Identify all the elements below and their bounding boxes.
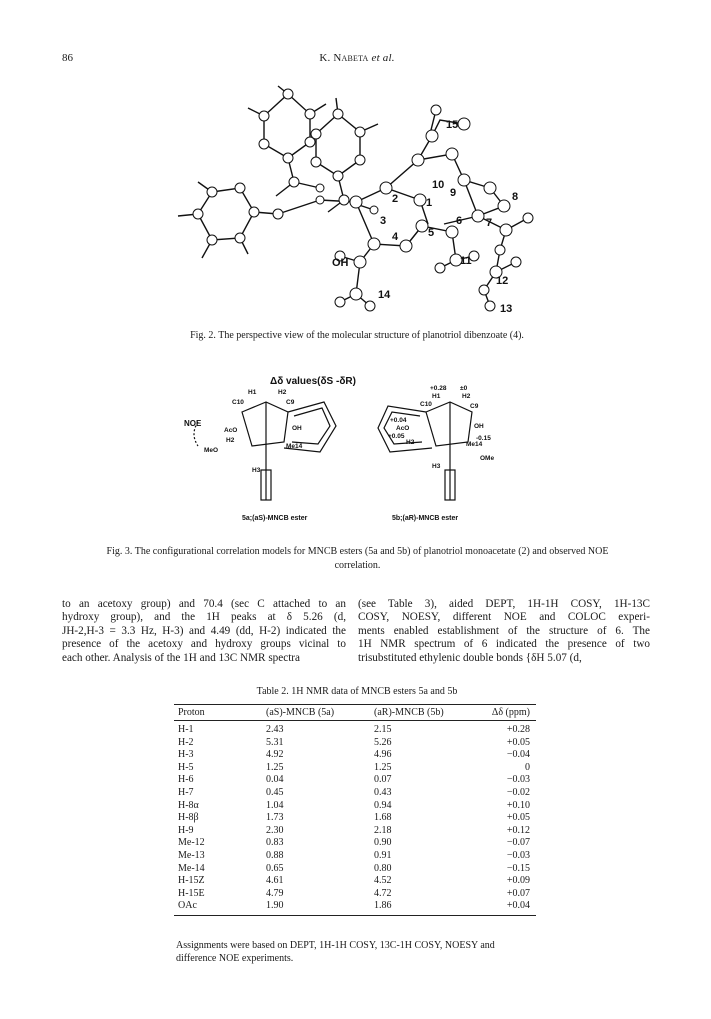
left-h2: H2 — [226, 437, 235, 444]
cell-5a: 5.31 — [266, 736, 284, 748]
cell-5a: 0.45 — [266, 786, 284, 798]
table-row — [174, 787, 536, 800]
right-aco: AcO — [396, 425, 410, 432]
cell-5a: 2.43 — [266, 724, 284, 735]
cell-proton: OAc — [174, 900, 262, 915]
atom-label-5: 5 — [428, 227, 435, 239]
left-h1: H1 — [248, 389, 257, 396]
cell-5b: 4.52 — [374, 875, 392, 887]
left-model-name: 5a;(aS)-MNCB ester — [242, 515, 308, 522]
cell-5a: 2.30 — [266, 824, 284, 836]
body-right-line: COSY, NOESY, different NOE and COLOC experi- — [358, 611, 650, 624]
table-row — [174, 762, 536, 775]
cell-proton: H-8α — [178, 799, 199, 811]
cell-delta: +0.09 — [506, 875, 530, 887]
atom-circles — [193, 89, 533, 311]
cell-delta: +0.07 — [506, 887, 530, 899]
table-2-footnote-line2: difference NOE experiments. — [176, 953, 294, 964]
running-title — [62, 52, 652, 64]
atom-label-oh: OH — [332, 257, 349, 269]
cell-delta: +0.05 — [506, 812, 530, 824]
right-delta-h1: +0.28 — [430, 385, 447, 392]
table-row — [174, 875, 536, 888]
table-row — [174, 737, 536, 750]
cell-delta: −0.15 — [506, 862, 530, 874]
cell-5b: 1.25 — [374, 761, 392, 773]
table-row — [174, 900, 536, 915]
atom-label-14: 14 — [378, 289, 391, 301]
cell-5a: 0.65 — [266, 862, 284, 874]
body-left-line: JH-2,H-3 = 3.3 Hz, H-3) and 4.49 (dd, H-2) indicated the — [62, 624, 346, 637]
col-header-5b: (aR)-MNCB (5b) — [370, 705, 478, 721]
right-me14: Me14 — [466, 441, 483, 448]
cell-5b: 1.86 — [370, 900, 478, 915]
fig3-header: Δδ values(δS -δR) — [270, 376, 356, 387]
cell-proton: H-3 — [178, 749, 194, 761]
cell-proton: H-8β — [178, 812, 199, 824]
cell-5b: 4.72 — [374, 887, 392, 899]
atom-label-12: 12 — [496, 275, 509, 287]
cell-delta: +0.10 — [506, 799, 530, 811]
cell-delta: −0.03 — [506, 849, 530, 861]
table-row — [174, 850, 536, 863]
left-h2-top: H2 — [278, 389, 287, 396]
body-right-line: 1H NMR spectrum of 6 indicated the presence of two — [358, 638, 650, 651]
body-right-line: (see Table 3), aided DEPT, 1H-1H COSY, 1H-13C — [358, 598, 650, 610]
cell-delta: −0.03 — [506, 774, 530, 786]
col-header-proton: Proton — [174, 705, 262, 721]
atom-label-8: 8 — [512, 191, 519, 203]
atom-label-7: 7 — [486, 217, 493, 229]
body-text-right-column — [358, 598, 650, 665]
left-oh: OH — [292, 425, 302, 432]
atom-label-10: 10 — [432, 179, 445, 191]
cell-proton: H-5 — [178, 761, 194, 773]
right-h2: H2 — [406, 439, 415, 446]
figure-3-caption-line2: correlation. — [334, 560, 381, 571]
left-c10: C10 — [232, 399, 244, 406]
cell-5b: 2.15 — [374, 724, 392, 735]
left-me14: Me14 — [286, 443, 303, 450]
right-h2-top: H2 — [462, 393, 471, 400]
table-row — [174, 825, 536, 838]
cell-5b: 2.18 — [374, 824, 392, 836]
figure-2-molecular-structure — [160, 84, 560, 312]
atom-label-11: 11 — [460, 255, 472, 267]
cell-5a: 4.61 — [266, 875, 284, 887]
atom-label-13: 13 — [500, 303, 513, 312]
cell-5b: 0.90 — [374, 837, 392, 849]
cell-5a: 1.25 — [266, 761, 284, 773]
cell-proton: H-15Z — [178, 875, 205, 887]
cell-delta: +0.05 — [506, 736, 530, 748]
col-header-5a: (aS)-MNCB (5a) — [262, 705, 370, 721]
cell-5a: 1.04 — [266, 799, 284, 811]
cell-5b: 4.96 — [374, 749, 392, 761]
cell-delta: −0.04 — [506, 749, 530, 761]
cell-delta: +0.12 — [506, 824, 530, 836]
cell-5b: 0.80 — [374, 862, 392, 874]
cell-proton: H-6 — [178, 774, 194, 786]
cell-proton: H-2 — [178, 736, 194, 748]
body-text-left-column — [62, 598, 346, 665]
table-2-footnote-line1: Assignments were based on DEPT, 1H-1H COSY, 13C-1H COSY, NOESY and — [176, 940, 495, 951]
cell-delta: +0.28 — [506, 724, 530, 735]
atom-label-1: 1 — [426, 197, 433, 209]
cell-5a: 4.92 — [266, 749, 284, 761]
table-row — [174, 837, 536, 850]
cell-delta: 0 — [525, 761, 530, 773]
atom-label-15: 15 — [446, 119, 459, 131]
left-h3: H3 — [252, 467, 261, 474]
body-left-line: presence of the acetoxy and hydroxy groups vicinal to — [62, 638, 346, 651]
cell-5b: 1.68 — [374, 812, 392, 824]
body-left-line: to an acetoxy group) and 70.4 (sec C attached to an — [62, 598, 346, 610]
figure-3-correlation-models — [170, 372, 550, 532]
cell-proton: H-9 — [178, 824, 194, 836]
atom-label-2: 2 — [392, 193, 399, 205]
right-c9: C9 — [470, 403, 479, 410]
cell-5b: 0.94 — [374, 799, 392, 811]
cell-proton: Me-13 — [178, 849, 205, 861]
cell-5a: 0.88 — [266, 849, 284, 861]
right-h1: H1 — [432, 393, 441, 400]
cell-5a: 1.90 — [262, 900, 370, 915]
figure-3-caption-line1: Fig. 3. The configurational correlation models for MNCB esters (5a and 5b) of planotriol monoacetate (2) and observed NOE — [106, 546, 609, 557]
cell-5a: 1.73 — [266, 812, 284, 824]
right-h3: H3 — [432, 463, 441, 470]
right-model-name: 5b;(aR)-MNCB ester — [392, 515, 459, 522]
bond-lines — [178, 86, 528, 306]
table-row — [174, 774, 536, 787]
fig3-noe-label: NOE — [184, 419, 202, 428]
right-delta-aco: +0.04 — [390, 417, 407, 424]
left-c9: C9 — [286, 399, 295, 406]
cell-delta: −0.02 — [506, 786, 530, 798]
right-oh: OH — [474, 423, 484, 430]
right-delta-h2: ±0 — [460, 385, 468, 392]
cell-proton: H-1 — [178, 724, 194, 735]
cell-5a: 4.79 — [266, 887, 284, 899]
cell-5a: 0.04 — [266, 774, 284, 786]
cell-5a: 0.83 — [266, 837, 284, 849]
table-row — [174, 800, 536, 813]
table-row — [174, 749, 536, 762]
cell-5b: 0.07 — [374, 774, 392, 786]
left-meo: MeO — [204, 447, 219, 454]
cell-proton: H-7 — [178, 786, 194, 798]
page-number: 86 — [62, 52, 73, 64]
right-c10: C10 — [420, 401, 432, 408]
cell-delta: −0.07 — [506, 837, 530, 849]
right-delta-me14: -0.15 — [476, 435, 491, 442]
left-aco: AcO — [224, 427, 238, 434]
author-etal: et al. — [371, 52, 395, 64]
right-ome: OMe — [480, 455, 495, 462]
figure-2-caption: Fig. 2. The perspective view of the molecular structure of planotriol dibenzoate (4). — [190, 330, 524, 341]
atom-label-3: 3 — [380, 215, 387, 227]
table-row — [174, 812, 536, 825]
cell-proton: H-15E — [178, 887, 205, 899]
cell-5b: 0.43 — [374, 786, 392, 798]
cell-delta: +0.04 — [478, 900, 536, 915]
cell-proton: Me-12 — [178, 837, 205, 849]
table-header-row — [174, 705, 536, 721]
atom-label-9: 9 — [450, 187, 457, 199]
author-name: K. Nabeta — [319, 52, 369, 64]
body-left-line: each other. Analysis of the 1H and 13C NMR spectra — [62, 651, 300, 664]
atom-label-4: 4 — [392, 231, 399, 243]
atom-label-6: 6 — [456, 215, 463, 227]
table-row — [174, 721, 536, 737]
cell-proton: Me-14 — [178, 862, 205, 874]
running-header — [62, 52, 652, 70]
table-row — [174, 863, 536, 876]
table-2-footnote — [176, 939, 536, 965]
table-2-title: Table 2. 1H NMR data of MNCB esters 5a and 5b — [256, 686, 458, 697]
table-2 — [174, 704, 536, 916]
table-2-body — [174, 721, 536, 916]
right-delta-h2: +0.05 — [388, 433, 405, 440]
cell-5b: 5.26 — [374, 736, 392, 748]
body-right-line: ments enabled establishment of the structure of 6. The — [358, 624, 650, 637]
body-right-line: trisubstituted ethylenic double bonds {δH 5.07 (d, — [358, 651, 582, 664]
cell-5b: 0.91 — [374, 849, 392, 861]
body-left-line: hydroxy group), and the 1H peaks at δ 5.26 (d, — [62, 611, 346, 624]
col-header-delta: Δδ (ppm) — [478, 705, 536, 721]
table-row — [174, 888, 536, 901]
figure-3-caption — [70, 545, 645, 573]
